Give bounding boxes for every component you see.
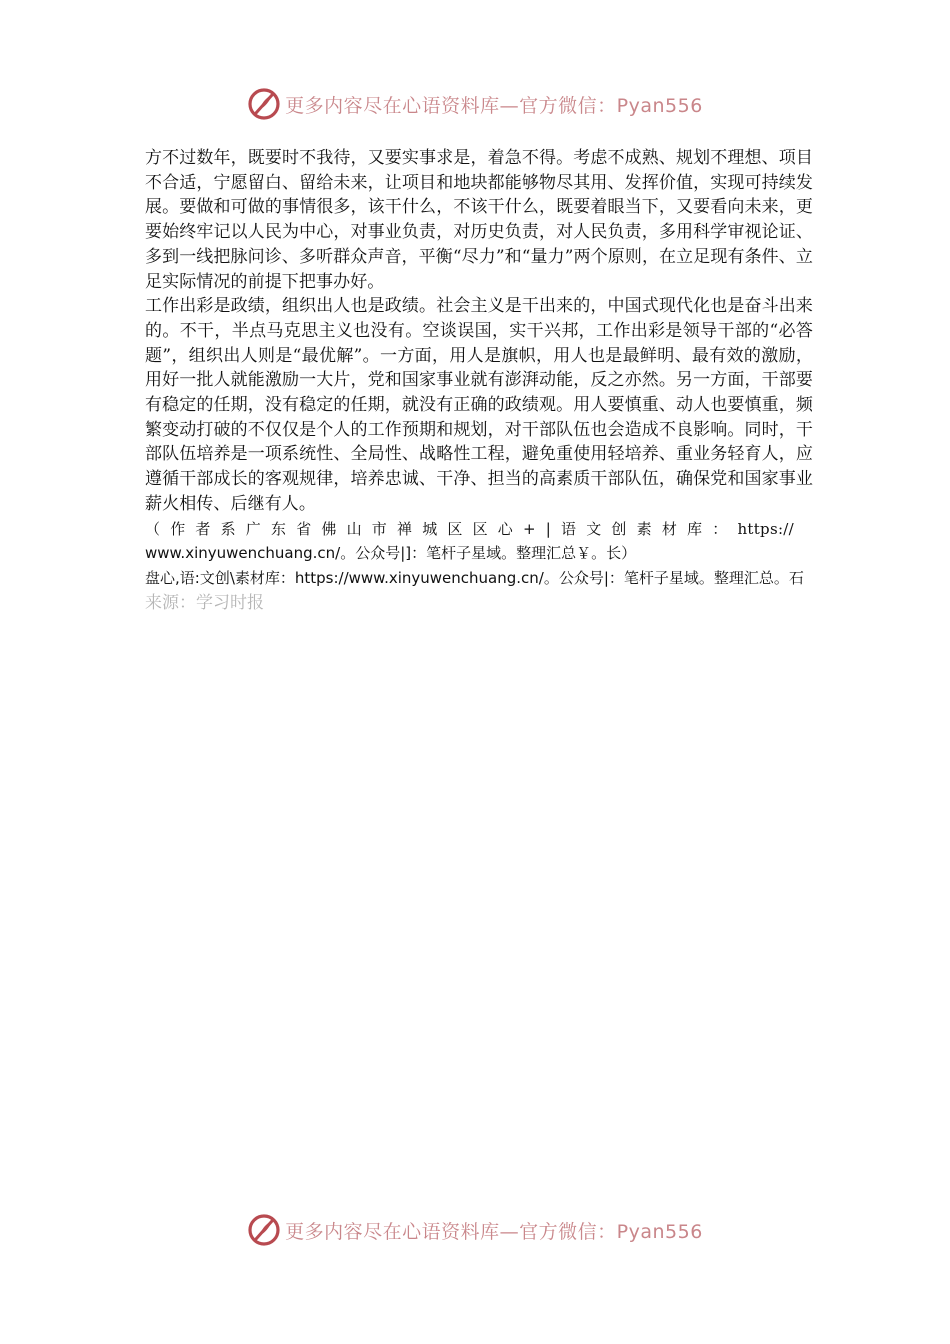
quill-logo-icon [247,1213,281,1247]
footer-banner [0,1208,950,1252]
article-paragraph: 方不过数年，既要时不我待，又要实事求是，着急不得。考虑不成熟、规划不理想、项目不合适，宁愿留白、留给未来，让项目和地块都能够物尽其用、发挥价值，实现可持续发展。要做和可做的事情很多，该干什么，不该干什么，既要着眼当下，又要看向未来，更要始终牢记以人民为中心，对事业负责，对历史负责，对人民负责，多用科学审视论证、多到一线把脉问诊、多听群众声音，平衡“尽力”和“量力”两个原则，在立足现有条件、立足实际情况的前提下把事办好。 [145,148,813,292]
article-paragraph: 工作出彩是政绩，组织出人也是政绩。社会主义是干出来的，中国式现代化也是奋斗出来的。不干，半点马克思主义也没有。空谈误国，实干兴邦，工作出彩是领导干部的“必答题”，组织出人则是“最优解”。一方面，用人是旗帜，用人也是最鲜明、最有效的激励，用好一批人就能激励一大片，党和国家事业就有澎湃动能，反之亦然。另一方面，干部要有稳定的任期，没有稳定的任期，就没有正确的政绩观。用人要慎重、动人也要慎重，频繁变动打破的不仅仅是个人的工作预期和规划，对干部队伍也会造成不良影响。同时，干部队伍培养是一项系统性、全局性、战略性工程，避免重使用轻培养、重业务轻育人，应遵循干部成长的客观规律，培养忠诚、干净、担当的高素质干部队伍，确保党和国家事业薪火相传、后继有人。 [145,296,813,514]
author-credit-continuation: www.xinyuwenchuang.cn/。公众号|]：笔杆子星域。整理汇总￥。长） [145,544,637,563]
banner-text-cn: 更多内容尽在心语资料库—官方微信： [285,94,617,117]
banner-wechat-id: Pyan556 [616,94,703,117]
banner-text [285,91,703,118]
source-line: 来源：学习时报 [145,592,264,613]
article-body [145,146,813,615]
author-credit-line [145,517,813,542]
quill-logo-icon [247,87,281,121]
author-credit-text: （作者系广东省佛山市禅城区区心+|语文创素材库： [145,519,738,538]
banner-wechat-id: Pyan556 [616,1220,703,1243]
banner-text [285,1217,703,1244]
credit-url-prefix: https:// [737,519,795,538]
banner-text-cn: 更多内容尽在心语资料库—官方微信： [285,1220,617,1243]
watermark-credit-line: 盘心,语:文创\素材库：https://www.xinyuwenchuang.cn/。公众号|：笔杆子星域。整理汇总。石 [145,568,804,587]
header-banner [0,82,950,126]
